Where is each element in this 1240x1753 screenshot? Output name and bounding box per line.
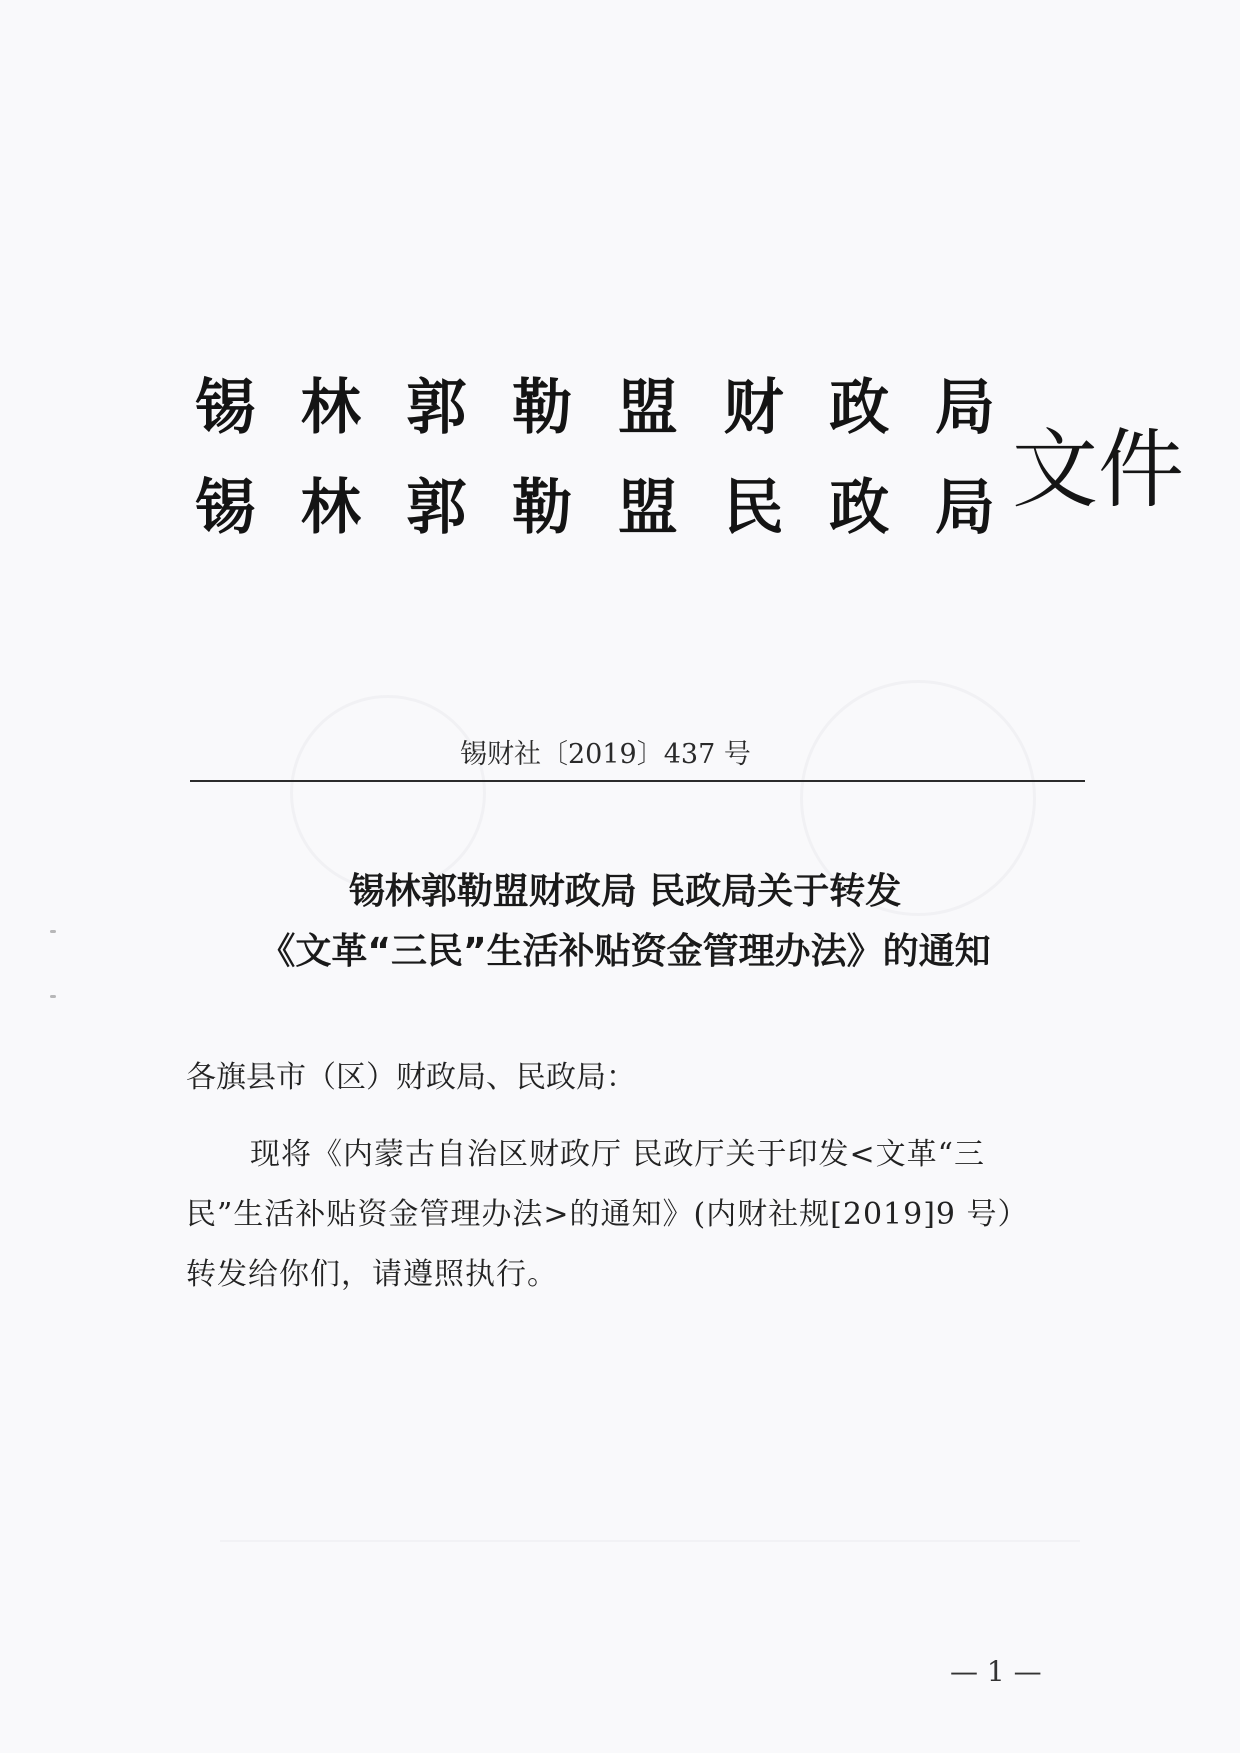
page-number: — 1 —: [950, 1655, 1042, 1688]
issuer-char: 锡: [195, 373, 255, 443]
issuer-char: 盟: [617, 473, 678, 543]
document-type-label: 文件: [1012, 420, 1184, 520]
issuer-char: 局: [934, 373, 995, 443]
issuer-finance-bureau: [190, 375, 1000, 441]
issuer-civil-affairs-bureau: [190, 475, 1000, 541]
issuer-char: 勒: [512, 473, 573, 543]
salutation: 各旗县市（区）财政局、民政局：: [186, 1060, 636, 1095]
issuer-char: 政: [829, 473, 890, 543]
issuer-char: 盟: [617, 373, 678, 443]
issuer-char: 郭: [406, 473, 467, 543]
title-line-2: 《文革“三民”生活补贴资金管理办法》的通知: [259, 931, 991, 972]
issuer-char: 林: [300, 473, 361, 543]
body-paragraph: 现将《内蒙古自治区财政厅 民政厅关于印发<文革“三民”生活补贴资金管理办法>的通知》(内财社规[2019]9 号）转发给你们，请遵照执行。: [186, 1137, 1029, 1292]
issuer-char: 局: [934, 473, 995, 543]
issuer-char: 财: [723, 373, 784, 443]
document-title: [160, 862, 1090, 982]
document-number: 锡财社〔2019〕437 号: [460, 739, 751, 770]
issuer-char: 政: [829, 373, 890, 443]
bleed-through-line: [220, 1540, 1080, 1542]
header-divider: [190, 780, 1085, 782]
issuer-char: 林: [300, 373, 361, 443]
scan-speck: [50, 930, 56, 933]
issuer-char: 郭: [406, 373, 467, 443]
title-line-1: 锡林郭勒盟财政局 民政局关于转发: [348, 871, 902, 912]
issuer-char: 民: [723, 473, 784, 543]
scan-speck: [50, 995, 56, 998]
issuer-names: [190, 375, 1020, 575]
issuer-char: 勒: [512, 373, 573, 443]
issuer-char: 锡: [195, 473, 255, 543]
